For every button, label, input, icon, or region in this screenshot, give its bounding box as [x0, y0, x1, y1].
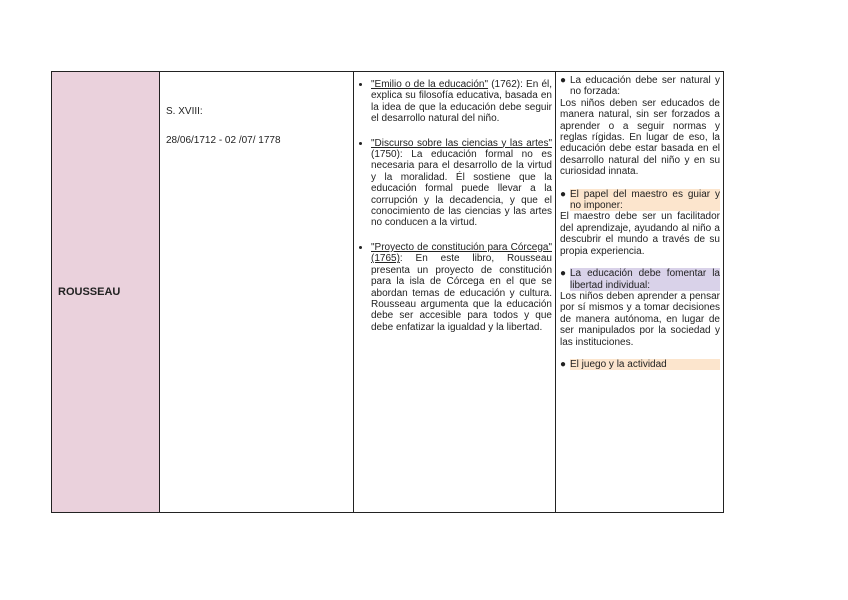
- author-table: [51, 71, 724, 513]
- table-row: [52, 72, 724, 513]
- principles-cell: [556, 72, 724, 513]
- work-description: (1750): La educación formal no es necesaria para el desarrollo de la virtud y la moralidad. Él sostiene que la educación formal puede llevar a la corrupción y la decadencia, y que el conocimiento de las ciencias y las artes no conducen a la virtud.: [371, 149, 552, 229]
- principle-heading: El papel del maestro es guiar y no imponer:: [570, 188, 720, 212]
- principle-heading-row: [560, 268, 720, 291]
- century-label: S. XVIII:: [166, 106, 203, 117]
- author-cell: [52, 72, 160, 513]
- principle-body: Los niños deben aprender a pensar por sí mismos y a tomar decisiones de manera autónoma, en lugar de ser manipulados por la sociedad y las instituciones.: [560, 290, 720, 348]
- work-item: [371, 79, 552, 125]
- works-list: [354, 72, 555, 333]
- principle-body: Los niños deben ser educados de manera natural, sin ser forzados a aprender o a seguir normas y reglas rígidas. En lugar de eso, la educación debe estar basada en el desarrollo natural del niño y en su curiosidad innata.: [560, 97, 720, 178]
- work-title: "Discurso sobre las ciencias y las artes": [371, 137, 552, 149]
- dates-block: [160, 72, 353, 147]
- principles-list: [556, 72, 723, 370]
- principle-heading: La educación debe ser natural y no forzada:: [570, 75, 720, 98]
- bullet-icon: ●: [560, 358, 567, 370]
- principle-item: [560, 75, 720, 178]
- principle-item: [560, 359, 720, 370]
- principle-item: [560, 189, 720, 257]
- principle-heading-row: [560, 75, 720, 98]
- work-description: : En este libro, Rousseau presenta un proyecto de constitución para la isla de Córcega en el que se abordan temas de educación y cultura. Rousseau argumenta que la educación debe ser accesible para todos y que debe enfatizar la igualdad y la libertad.: [371, 253, 552, 333]
- work-item: [371, 242, 552, 333]
- bullet-icon: ●: [560, 188, 567, 200]
- bullet-icon: ●: [560, 75, 567, 86]
- principle-body: El maestro debe ser un facilitador del aprendizaje, ayudando al niño a descubrir el mundo a través de su propia experiencia.: [560, 211, 720, 257]
- work-title: "Emilio o de la educación": [371, 79, 489, 90]
- dates-cell: [160, 72, 354, 513]
- principle-heading-row: [560, 359, 720, 370]
- principle-heading-row: [560, 189, 720, 212]
- principle-heading: El juego y la actividad: [570, 359, 720, 370]
- work-item: [371, 138, 552, 229]
- bullet-icon: ●: [560, 268, 567, 280]
- author-name: ROUSSEAU: [58, 286, 121, 298]
- work-title: "Proyecto de constitución para Córcega" (1765): [371, 241, 552, 265]
- principle-heading: La educación debe fomentar la libertad individual:: [570, 268, 720, 291]
- works-cell: [354, 72, 556, 513]
- life-dates: 28/06/1712 - 02 /07/ 1778: [166, 135, 281, 146]
- work-description: (1762): En él, explica su filosofía educativa, basada en la idea de que la educación debe seguir el desarrollo natural del niño.: [371, 79, 553, 125]
- principle-item: [560, 268, 720, 348]
